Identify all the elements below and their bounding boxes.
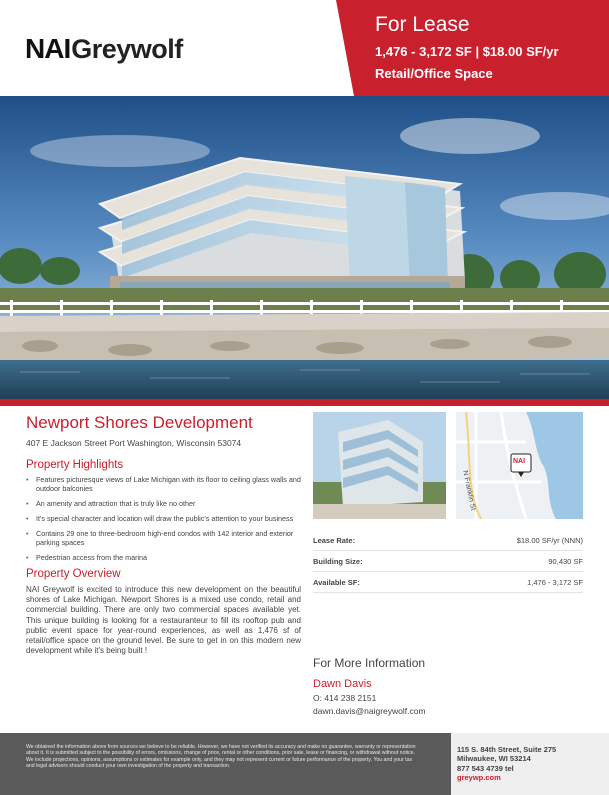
lease-banner — [354, 0, 609, 96]
highlight-item: • An amenity and attraction that is truly like no other — [26, 499, 301, 508]
contact-phone[interactable]: O: 414 238 2151 — [313, 693, 377, 703]
nai-greywolf-logo[interactable] — [25, 33, 183, 65]
header — [0, 0, 609, 96]
map-marker-label: NAI — [513, 458, 526, 465]
footer-address-line-1: 115 S. 84th Street, Suite 275 — [457, 745, 557, 754]
footer-disclaimer: We obtained the information above from sources we believe to be reliable. However, we have not verified its accuracy and make no guarantee, warranty or representation about it. It is submitted subject to the possibility of errors, omissions, change of price, rental or other conditions, prior sale, lease or financing, or withdrawal without notice. We include projections, opinions, assumptions or estimates for example only, and they may not represent current or future performance of the property. You and your tax and legal advisors should conduct your own investigation of the property and transaction. — [26, 744, 416, 770]
lease-title: For Lease — [375, 13, 470, 36]
stat-value: 90,430 SF — [548, 556, 583, 566]
property-title: Newport Shores Development — [26, 413, 253, 432]
hero-building-rendering — [0, 96, 609, 399]
footer-address-line-2: Milwaukee, WI 53214 — [457, 754, 531, 764]
stat-label: Available SF: — [313, 577, 360, 587]
building-thumbnail — [313, 412, 446, 519]
highlights-list — [26, 475, 301, 562]
property-stats — [313, 530, 583, 593]
stat-row-lease-rate — [313, 530, 583, 551]
stat-label: Building Size: — [313, 556, 363, 566]
property-details — [26, 412, 301, 656]
property-address: 407 E Jackson Street Port Washington, Wisconsin 53074 — [26, 438, 242, 448]
stat-row-available-sf — [313, 572, 583, 593]
logo-name: Greywolf — [71, 33, 183, 64]
location-map[interactable] — [456, 412, 583, 519]
footer-website-link[interactable]: greywp.com — [457, 773, 501, 783]
footer-contact — [451, 733, 609, 795]
stat-label: Lease Rate: — [313, 535, 356, 545]
highlights-title: Property Highlights — [26, 459, 124, 471]
hero-divider — [0, 399, 609, 406]
logo-nai-mark: NAI — [25, 33, 71, 64]
contact-name: Dawn Davis — [313, 678, 372, 690]
contact-section — [313, 656, 583, 716]
footer-phone[interactable]: 877 543 4739 tel — [457, 763, 514, 773]
overview-title: Property Overview — [26, 568, 121, 580]
contact-email[interactable]: dawn.davis@naigreywolf.com — [313, 706, 426, 716]
highlight-item: • Features picturesque views of Lake Michigan with its floor to ceiling glass walls and outdoor balconies — [26, 475, 301, 493]
map-street-label: N Franklin St — [461, 470, 477, 512]
highlight-item: • It's special character and location will draw the public's attention to your business — [26, 514, 301, 523]
lease-type: Retail/Office Space — [375, 66, 493, 81]
lease-banner-corner — [336, 0, 354, 96]
lease-size-rate: 1,476 - 3,172 SF | $18.00 SF/yr — [375, 44, 559, 59]
stat-value: 1,476 - 3,172 SF — [527, 577, 583, 587]
contact-title: For More Information — [313, 656, 426, 670]
stat-value: $18.00 SF/yr (NNN) — [516, 535, 583, 545]
highlight-item: • Pedestrian access from the marina — [26, 553, 301, 562]
stat-row-building-size — [313, 551, 583, 572]
overview-text: NAI Greywolf is excited to introduce this new development on the beautiful shores of Lake Michigan. Newport Shores is a mixed use condo, retail and commercial building. There are only two commercial spaces available yet. This unique building is looking for a restauranteur to fill its rooftop pub and public event space for year-round experiences, as well as 1,476 sf of retail/office space on the ground level. Be sure to get in on this modern new development while it's being built ! — [26, 585, 301, 656]
highlight-item: • Contains 29 one to three-bedroom high-end condos with 142 interior and exterior parking spaces — [26, 529, 301, 547]
